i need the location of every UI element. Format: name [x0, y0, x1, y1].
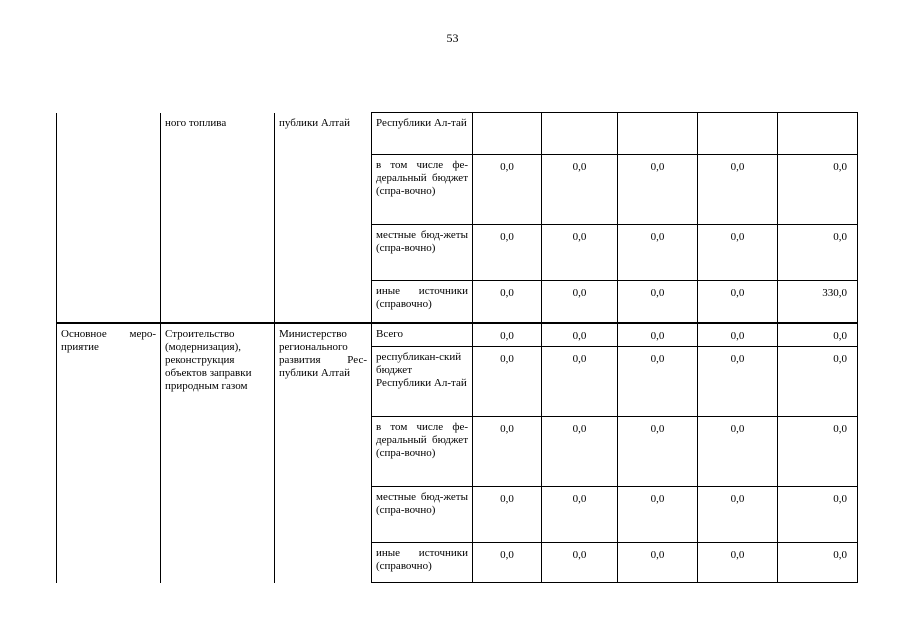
value-cell: 0,0: [618, 487, 698, 543]
event-type-cell: Основное меро-приятие: [57, 323, 161, 583]
value-cell: 0,0: [778, 155, 858, 225]
event-name-cell: ного топлива: [161, 113, 275, 323]
page-number: 53: [446, 31, 459, 45]
value-cell: [542, 113, 618, 155]
value-cell: 0,0: [542, 487, 618, 543]
value-cell: 0,0: [473, 543, 542, 583]
value-cell: 0,0: [473, 155, 542, 225]
value-cell: 0,0: [618, 417, 698, 487]
value-cell: 0,0: [542, 347, 618, 417]
value-cell: 0,0: [698, 323, 778, 347]
source-cell: иные источники (справочно): [372, 543, 473, 583]
source-cell: в том числе фе-деральный бюджет (спра-вочно): [372, 155, 473, 225]
value-cell: 0,0: [618, 155, 698, 225]
source-cell: местные бюд-жеты (спра-вочно): [372, 225, 473, 281]
value-cell: [618, 113, 698, 155]
value-cell: 0,0: [473, 323, 542, 347]
value-cell: 0,0: [698, 225, 778, 281]
value-cell: 330,0: [778, 281, 858, 323]
value-cell: 0,0: [542, 417, 618, 487]
table-row: [57, 323, 858, 347]
value-cell: 0,0: [473, 347, 542, 417]
budget-table: [56, 112, 858, 583]
value-cell: 0,0: [542, 225, 618, 281]
value-cell: 0,0: [618, 225, 698, 281]
executor-cell: публики Алтай: [275, 113, 372, 323]
executor-cell: Министерство регионального развития Рес-публики Алтай: [275, 323, 372, 583]
value-cell: 0,0: [698, 281, 778, 323]
value-cell: [778, 113, 858, 155]
source-cell: местные бюд-жеты (спра-вочно): [372, 487, 473, 543]
value-cell: 0,0: [473, 225, 542, 281]
source-cell: Республики Ал-тай: [372, 113, 473, 155]
value-cell: 0,0: [618, 543, 698, 583]
value-cell: 0,0: [698, 155, 778, 225]
value-cell: 0,0: [618, 323, 698, 347]
value-cell: 0,0: [618, 281, 698, 323]
value-cell: 0,0: [542, 281, 618, 323]
value-cell: [473, 113, 542, 155]
value-cell: 0,0: [698, 417, 778, 487]
value-cell: 0,0: [778, 225, 858, 281]
value-cell: 0,0: [542, 155, 618, 225]
value-cell: [698, 113, 778, 155]
value-cell: 0,0: [542, 323, 618, 347]
event-name-cell: Строительство (модернизация), реконструкция объектов заправки природным газом: [161, 323, 275, 583]
value-cell: 0,0: [698, 543, 778, 583]
table-row: [57, 113, 858, 155]
value-cell: 0,0: [778, 323, 858, 347]
value-cell: 0,0: [778, 543, 858, 583]
source-cell: в том числе фе-деральный бюджет (спра-вочно): [372, 417, 473, 487]
value-cell: 0,0: [542, 543, 618, 583]
value-cell: 0,0: [698, 347, 778, 417]
value-cell: 0,0: [698, 487, 778, 543]
value-cell: 0,0: [778, 417, 858, 487]
value-cell: 0,0: [618, 347, 698, 417]
value-cell: 0,0: [778, 487, 858, 543]
source-cell: иные источники (справочно): [372, 281, 473, 323]
value-cell: 0,0: [473, 417, 542, 487]
value-cell: 0,0: [473, 487, 542, 543]
event-type-cell: [57, 113, 161, 323]
value-cell: 0,0: [778, 347, 858, 417]
value-cell: 0,0: [473, 281, 542, 323]
source-cell: Всего: [372, 323, 473, 347]
source-cell: республикан-ский бюджет Республики Ал-тай: [372, 347, 473, 417]
